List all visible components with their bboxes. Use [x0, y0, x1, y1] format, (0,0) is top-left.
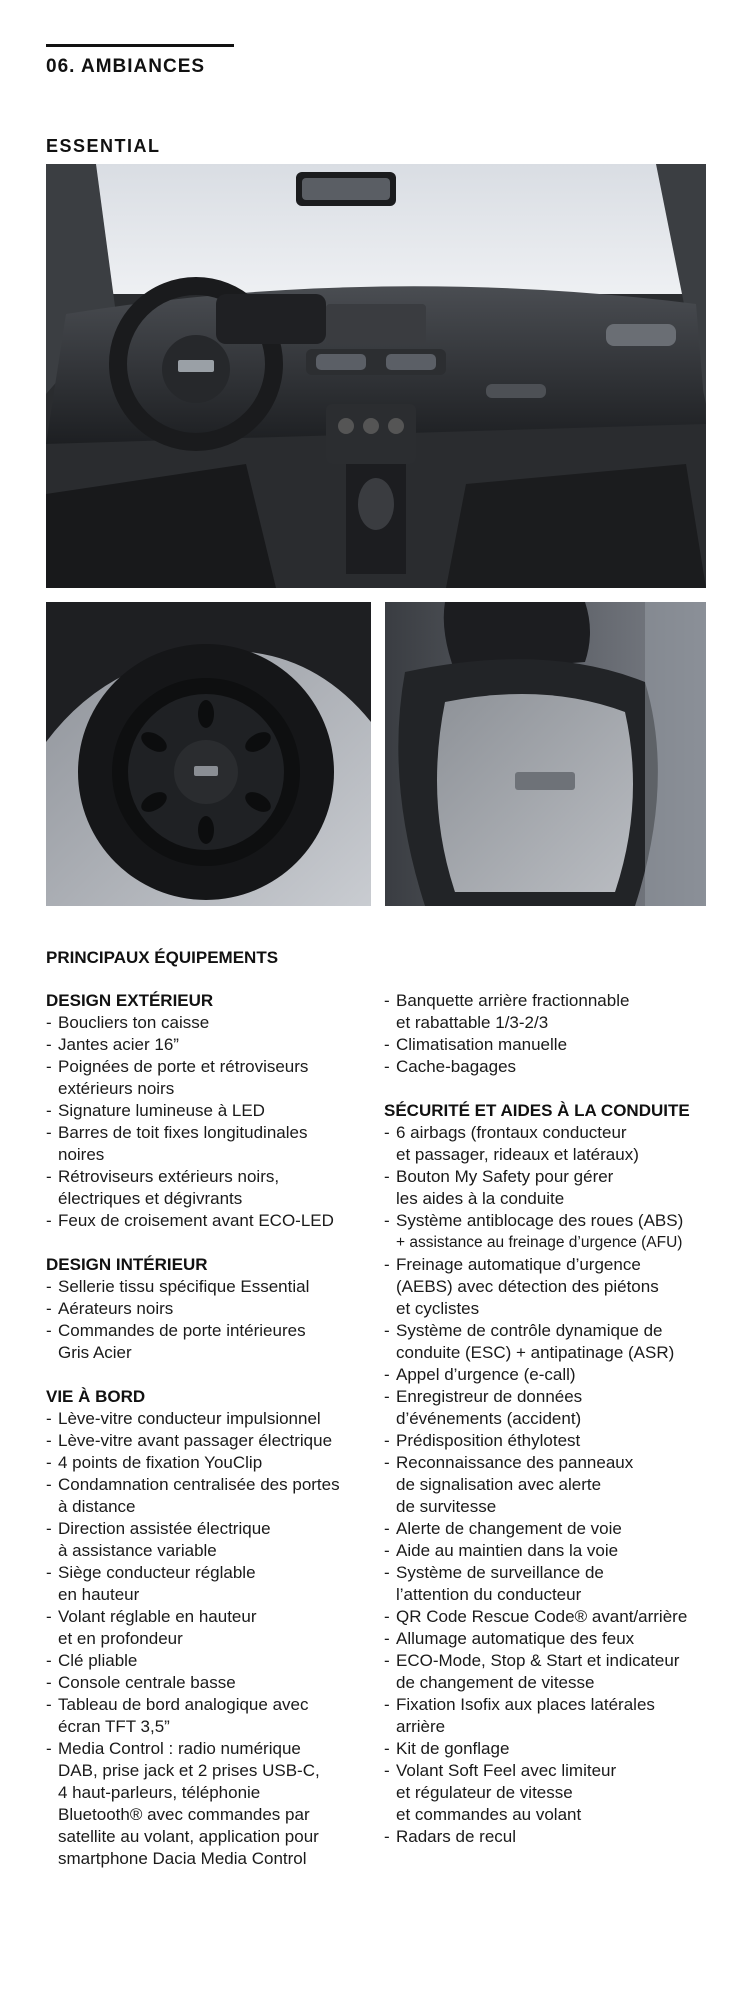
equipment-item-line: - Aide au maintien dans la voie: [396, 1541, 619, 1560]
equipment-item-line: - ECO-Mode, Stop & Start et indicateur: [396, 1651, 680, 1670]
equipment-item-line: de survitesse: [396, 1497, 497, 1516]
equipment-item-line: - Bouton My Safety pour gérer: [396, 1167, 614, 1186]
equipment-item: [46, 1430, 376, 1452]
equipment-item: [384, 1518, 724, 1540]
equipment-item: [46, 1408, 376, 1430]
equipment-item-line: - Alerte de changement de voie: [396, 1519, 622, 1538]
vie-a-bord-group: [46, 1386, 376, 1870]
equipment-item-line: et en profondeur: [58, 1629, 183, 1648]
equipment-item-line: - Feux de croisement avant ECO-LED: [58, 1211, 334, 1230]
equipment-item: [46, 1166, 376, 1210]
equipment-item: [384, 1628, 724, 1650]
equipment-item-line: (AEBS) avec détection des piétons: [396, 1277, 659, 1296]
equipment-item-line: conduite (ESC) + antipatinage (ASR): [396, 1343, 675, 1362]
equipment-item: [46, 1034, 376, 1056]
equipment-item: [384, 1034, 724, 1056]
equipment-item-line: - Jantes acier 16”: [58, 1035, 179, 1054]
equipment-item-line: l’attention du conducteur: [396, 1585, 582, 1604]
equipment-item: [46, 1012, 376, 1034]
equipment-item-line: en hauteur: [58, 1585, 140, 1604]
equipment-item: [384, 1056, 724, 1078]
equipment-item-line: extérieurs noirs: [58, 1079, 175, 1098]
equipment-item: [46, 1452, 376, 1474]
equipment-item: [46, 1518, 376, 1562]
group-title: DESIGN INTÉRIEUR: [46, 1255, 208, 1274]
equipment-item: [384, 1540, 724, 1562]
equipment-left-column: [46, 990, 376, 1892]
equipment-item-line: - Aérateurs noirs: [58, 1299, 174, 1318]
equipment-item-line: et rabattable 1/3-2/3: [396, 1013, 549, 1032]
equipment-item-line: de changement de vitesse: [396, 1673, 595, 1692]
equipment-item-line: - Condamnation centralisée des portes: [58, 1475, 340, 1494]
equipment-item-line: de signalisation avec alerte: [396, 1475, 602, 1494]
equipment-item: [384, 1826, 724, 1848]
equipment-item-line: - Cache-bagages: [396, 1057, 517, 1076]
equipment-item-line: - Rétroviseurs extérieurs noirs,: [58, 1167, 280, 1186]
equipment-item: [46, 1122, 376, 1166]
wheel-illustration: [46, 602, 371, 906]
vie-a-bord-continued-group: [384, 990, 724, 1078]
equipment-item-line: électriques et dégivrants: [58, 1189, 243, 1208]
equipment-item-line: - Lève-vitre avant passager électrique: [58, 1431, 333, 1450]
equipment-item: [384, 1606, 724, 1628]
equipment-title: PRINCIPAUX ÉQUIPEMENTS: [46, 948, 279, 967]
equipment-item-line: 4 haut-parleurs, téléphonie: [58, 1783, 261, 1802]
equipment-item-line: - 4 points de fixation YouClip: [58, 1453, 263, 1472]
equipment-item-line: et commandes au volant: [396, 1805, 582, 1824]
group-title: DESIGN EXTÉRIEUR: [46, 991, 214, 1010]
equipment-item-line: - Appel d’urgence (e-call): [396, 1365, 576, 1384]
equipment-item-line: - Tableau de bord analogique avec: [58, 1695, 309, 1714]
equipment-item-line: - Clé pliable: [58, 1651, 138, 1670]
equipment-item-line: - Volant Soft Feel avec limiteur: [396, 1761, 617, 1780]
equipment-item-line: satellite au volant, application pour: [58, 1827, 319, 1846]
equipment-item-line: - Sellerie tissu spécifique Essential: [58, 1277, 310, 1296]
equipment-item: [384, 1562, 724, 1606]
equipment-item-line: - Poignées de porte et rétroviseurs: [58, 1057, 309, 1076]
equipment-item-line: et régulateur de vitesse: [396, 1783, 573, 1802]
equipment-item: [46, 1298, 376, 1320]
equipment-item-line: - Allumage automatique des feux: [396, 1629, 635, 1648]
equipment-item: [384, 1694, 724, 1738]
equipment-item-line: - Direction assistée électrique: [58, 1519, 271, 1538]
design-exterieur-group: [46, 990, 376, 1232]
equipment-item-line: écran TFT 3,5”: [58, 1717, 170, 1736]
equipment-item: [46, 1694, 376, 1738]
equipment-item: [384, 1254, 724, 1320]
equipment-item-line: - Système antiblocage des roues (ABS): [396, 1211, 684, 1230]
equipment-item: [46, 1606, 376, 1650]
equipment-item: [384, 990, 724, 1034]
equipment-item: [46, 1100, 376, 1122]
equipment-item: [46, 1056, 376, 1100]
equipment-item-line: - Signature lumineuse à LED: [58, 1101, 265, 1120]
equipment-item: [384, 1650, 724, 1694]
equipment-item-line: - Radars de recul: [396, 1827, 517, 1846]
equipment-item-line: - Système de contrôle dynamique de: [396, 1321, 663, 1340]
equipment-item: [384, 1166, 724, 1210]
equipment-item-line: - Console centrale basse: [58, 1673, 236, 1692]
equipment-item-line: Bluetooth® avec commandes par: [58, 1805, 310, 1824]
equipment-item: [384, 1430, 724, 1452]
equipment-item-line: - Enregistreur de données: [396, 1387, 583, 1406]
equipment-item: [46, 1210, 376, 1232]
equipment-item: [46, 1474, 376, 1518]
equipment-item-line: à distance: [58, 1497, 136, 1516]
equipment-item: [384, 1738, 724, 1760]
equipment-item-line: - Reconnaissance des panneaux: [396, 1453, 634, 1472]
group-title: SÉCURITÉ ET AIDES À LA CONDUITE: [384, 1101, 690, 1120]
equipment-item-line: + assistance au freinage d’urgence (AFU): [396, 1234, 683, 1251]
equipment-item-line: - Banquette arrière fractionnable: [396, 991, 630, 1010]
equipment-item-line: - Prédisposition éthylotest: [396, 1431, 581, 1450]
seat-illustration: [385, 602, 706, 906]
equipment-item: [384, 1386, 724, 1430]
equipment-item-line: - Fixation Isofix aux places latérales: [396, 1695, 655, 1714]
trim-level-title: ESSENTIAL: [46, 136, 161, 156]
equipment-item-line: - Freinage automatique d’urgence: [396, 1255, 641, 1274]
equipment-item-line: - 6 airbags (frontaux conducteur: [396, 1123, 627, 1142]
equipment-item-line: - Boucliers ton caisse: [58, 1013, 210, 1032]
group-title: VIE À BORD: [46, 1387, 146, 1406]
wheel-photo: [46, 602, 371, 906]
equipment-item-line: et passager, rideaux et latéraux): [396, 1145, 639, 1164]
equipment-item-line: et cyclistes: [396, 1299, 480, 1318]
dashboard-illustration: [46, 164, 706, 588]
seat-photo: [385, 602, 706, 906]
equipment-item: [384, 1210, 724, 1254]
equipment-item-line: - Volant réglable en hauteur: [58, 1607, 257, 1626]
equipment-item: [46, 1738, 376, 1870]
equipment-item-line: DAB, prise jack et 2 prises USB-C,: [58, 1761, 320, 1780]
equipment-item: [46, 1276, 376, 1298]
equipment-item-line: - Climatisation manuelle: [396, 1035, 568, 1054]
equipment-item-line: Gris Acier: [58, 1343, 132, 1362]
equipment-item-line: - Kit de gonflage: [396, 1739, 510, 1758]
securite-group: [384, 1100, 724, 1848]
equipment-item: [46, 1650, 376, 1672]
equipment-item: [46, 1320, 376, 1364]
equipment-item-line: - QR Code Rescue Code® avant/arrière: [396, 1607, 688, 1626]
equipment-item: [46, 1562, 376, 1606]
header-rule: [46, 44, 234, 47]
dashboard-photo: [46, 164, 706, 588]
section-title: 06. AMBIANCES: [46, 56, 206, 77]
design-interieur-group: [46, 1254, 376, 1364]
equipment-item-line: noires: [58, 1145, 105, 1164]
equipment-item: [46, 1672, 376, 1694]
equipment-item-line: - Barres de toit fixes longitudinales: [58, 1123, 308, 1142]
equipment-item-line: arrière: [396, 1717, 446, 1736]
equipment-item-line: - Media Control : radio numérique: [58, 1739, 301, 1758]
equipment-item-line: - Commandes de porte intérieures: [58, 1321, 306, 1340]
equipment-item-line: à assistance variable: [58, 1541, 217, 1560]
equipment-item-line: - Siège conducteur réglable: [58, 1563, 256, 1582]
equipment-right-column: [384, 990, 724, 1870]
equipment-item-line: d’événements (accident): [396, 1409, 582, 1428]
equipment-item: [384, 1320, 724, 1364]
equipment-item-line: - Lève-vitre conducteur impulsionnel: [58, 1409, 321, 1428]
equipment-item: [384, 1122, 724, 1166]
equipment-item-line: - Système de surveillance de: [396, 1563, 604, 1582]
equipment-item-line: smartphone Dacia Media Control: [58, 1849, 307, 1868]
equipment-item: [384, 1364, 724, 1386]
equipment-item: [384, 1452, 724, 1518]
equipment-item-line: les aides à la conduite: [396, 1189, 565, 1208]
equipment-item: [384, 1760, 724, 1826]
